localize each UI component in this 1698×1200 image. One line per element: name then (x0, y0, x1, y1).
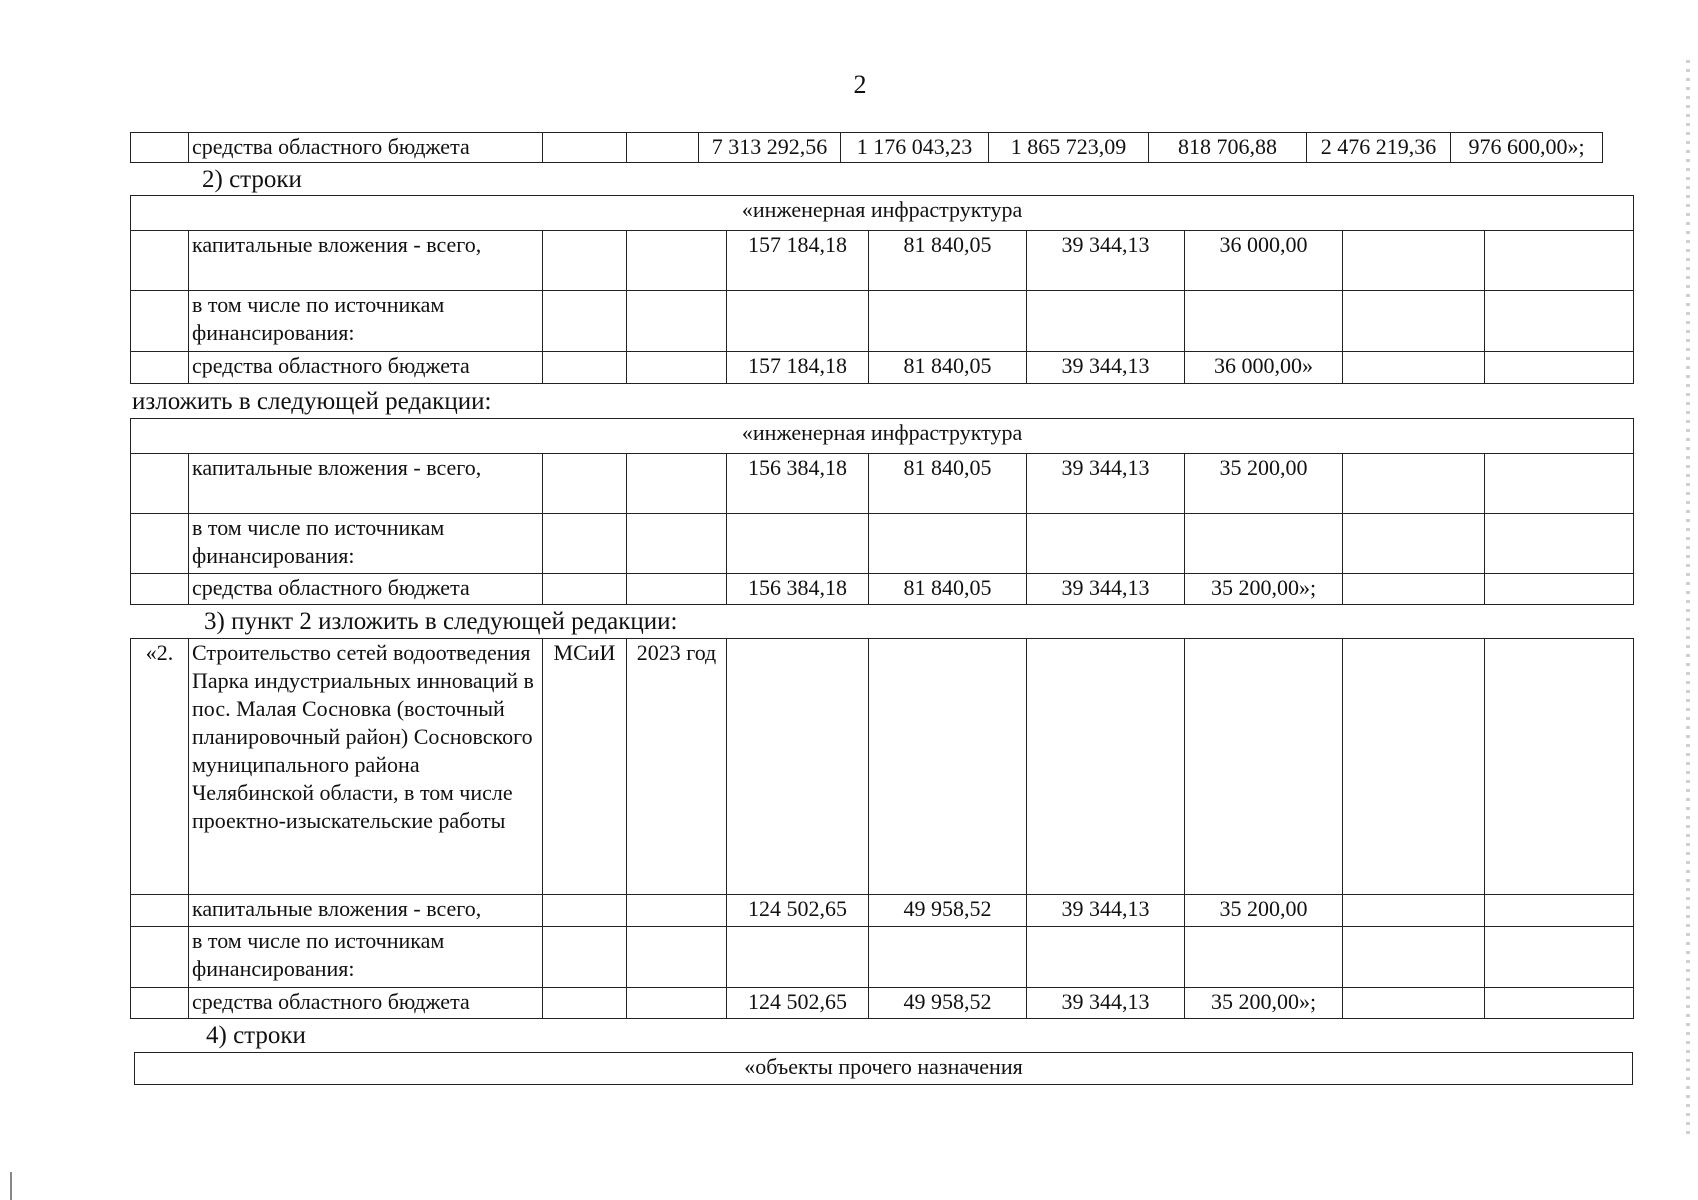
value-cell: 124 502,65 (727, 988, 869, 1019)
value-cell: 124 502,65 (727, 895, 869, 927)
table-row (131, 639, 1634, 895)
item-title: Строительство сетей водоотведения Парка индустриальных инноваций в пос. Малая Сосновка (восточный планировочный район) Сосновского муниципального района Челябинской области, в том числе проектно-изыскательские работы (189, 639, 543, 895)
budget-table-top (130, 132, 1603, 163)
value-cell: 156 384,18 (727, 454, 869, 514)
value-cell (1343, 231, 1485, 291)
value-cell: 39 344,13 (1027, 574, 1185, 605)
table-row (131, 133, 1603, 163)
value-cell: 976 600,00»; (1451, 133, 1603, 163)
row-label: капитальные вложения - всего, (189, 231, 543, 291)
num-cell (131, 133, 189, 163)
value-cell: 49 958,52 (869, 988, 1027, 1019)
value-cell: 1 865 723,09 (989, 133, 1149, 163)
scan-mark (10, 1172, 12, 1200)
value-cell: 1 176 043,23 (841, 133, 989, 163)
value-cell (1485, 352, 1634, 384)
period-cell: 2023 год (627, 639, 727, 895)
value-cell: 39 344,13 (1027, 454, 1185, 514)
section-header: «инженерная инфраструктура (131, 419, 1634, 454)
value-cell: 49 958,52 (869, 895, 1027, 927)
value-cell: 35 200,00 (1185, 454, 1343, 514)
table-row (131, 352, 1634, 384)
value-cell: 39 344,13 (1027, 231, 1185, 291)
other-objects-table (134, 1052, 1633, 1085)
value-cell (1485, 231, 1634, 291)
table-row (131, 514, 1634, 574)
value-cell (1343, 895, 1485, 927)
value-cell: 39 344,13 (1027, 352, 1185, 384)
paragraph-strings-4: 4) строки (206, 1022, 306, 1049)
value-cell: 2 476 219,36 (1307, 133, 1451, 163)
row-label: средства областного бюджета (189, 352, 543, 384)
item-2-table (130, 638, 1634, 1019)
value-cell: 39 344,13 (1027, 988, 1185, 1019)
value-cell: 81 840,05 (869, 454, 1027, 514)
row-label: средства областного бюджета (189, 988, 543, 1019)
row-label: капитальные вложения - всего, (189, 895, 543, 927)
value-cell: 818 706,88 (1149, 133, 1307, 163)
value-cell (1485, 895, 1634, 927)
row-label: средства областного бюджета (189, 574, 543, 605)
value-cell: 81 840,05 (869, 231, 1027, 291)
value-cell: 157 184,18 (727, 231, 869, 291)
table-header-row (131, 196, 1634, 231)
table-header-row (135, 1053, 1633, 1085)
section-header: «объекты прочего назначения (135, 1053, 1633, 1085)
value-cell: 39 344,13 (1027, 895, 1185, 927)
value-cell (1485, 574, 1634, 605)
row-label: в том числе по источникам финансирования: (189, 291, 543, 352)
executor-cell (543, 133, 627, 163)
value-cell: 156 384,18 (727, 574, 869, 605)
value-cell (1343, 988, 1485, 1019)
infrastructure-table-new (130, 418, 1634, 605)
infrastructure-table-old (130, 195, 1634, 384)
value-cell: 157 184,18 (727, 352, 869, 384)
paragraph-point-2: 3) пункт 2 изложить в следующей редакции: (204, 608, 678, 635)
row-label: средства областного бюджета (189, 133, 543, 163)
value-cell: 36 000,00 (1185, 231, 1343, 291)
value-cell: 36 000,00» (1185, 352, 1343, 384)
value-cell (1485, 988, 1634, 1019)
table-row (131, 574, 1634, 605)
table-row (131, 454, 1634, 514)
value-cell: 35 200,00 (1185, 895, 1343, 927)
row-label: капитальные вложения - всего, (189, 454, 543, 514)
table-header-row (131, 419, 1634, 454)
page-number: 2 (853, 70, 867, 99)
value-cell: 35 200,00»; (1185, 988, 1343, 1019)
value-cell: 81 840,05 (869, 352, 1027, 384)
period-cell (627, 133, 699, 163)
paragraph-replace: изложить в следующей редакции: (132, 388, 492, 415)
value-cell: 35 200,00»; (1185, 574, 1343, 605)
table-row (131, 988, 1634, 1019)
row-label: в том числе по источникам финансирования: (189, 514, 543, 574)
table-row (131, 231, 1634, 291)
executor-cell: МСиИ (543, 639, 627, 895)
scan-edge (1686, 60, 1690, 1140)
paragraph-strings-2: 2) строки (202, 166, 302, 193)
item-number: «2. (131, 639, 189, 895)
table-row (131, 895, 1634, 927)
section-header: «инженерная инфраструктура (131, 196, 1634, 231)
value-cell (1343, 454, 1485, 514)
value-cell: 81 840,05 (869, 574, 1027, 605)
value-cell: 7 313 292,56 (699, 133, 841, 163)
value-cell (1343, 352, 1485, 384)
value-cell (1485, 454, 1634, 514)
value-cell (1343, 574, 1485, 605)
row-label: в том числе по источникам финансирования: (189, 927, 543, 988)
table-row (131, 291, 1634, 352)
table-row (131, 927, 1634, 988)
